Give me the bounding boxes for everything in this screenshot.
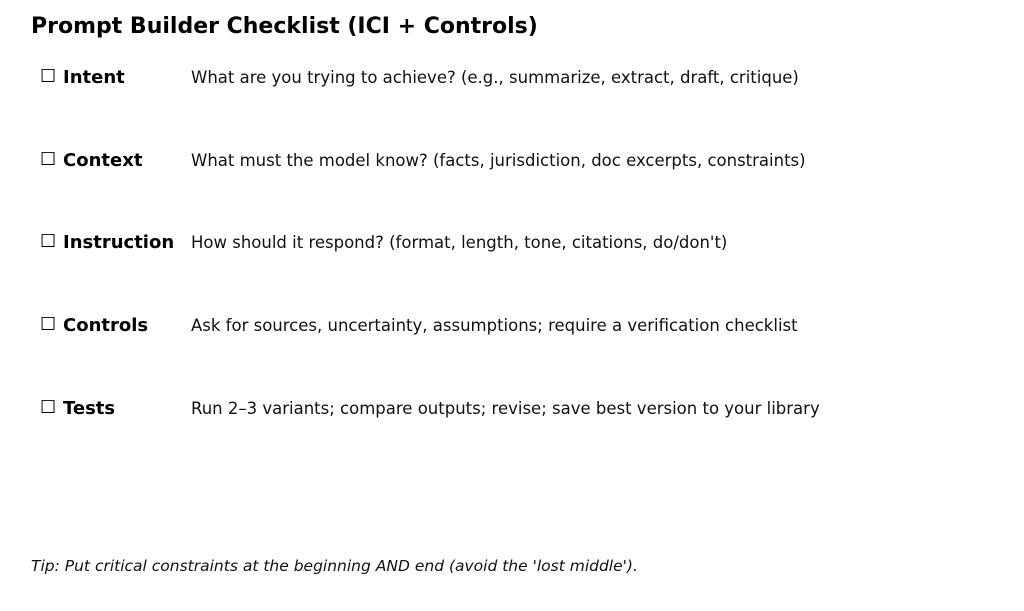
checklist-item-context bbox=[40, 148, 1000, 176]
item-label-controls: Controls bbox=[63, 315, 149, 336]
item-label-intent: Intent bbox=[63, 67, 125, 88]
checkbox-instruction[interactable]: ☐ bbox=[40, 231, 57, 252]
item-description-context: What must the model know? (facts, jurisdiction, doc excerpts, constraints) bbox=[191, 151, 806, 170]
checklist-item-instruction bbox=[40, 230, 1000, 258]
item-description-tests: Run 2–3 variants; compare outputs; revise; save best version to your library bbox=[191, 399, 820, 418]
item-label-tests: Tests bbox=[63, 398, 116, 419]
item-description-instruction: How should it respond? (format, length, tone, citations, do/don't) bbox=[191, 233, 728, 252]
checkbox-controls[interactable]: ☐ bbox=[40, 314, 57, 335]
item-description-intent: What are you trying to achieve? (e.g., summarize, extract, draft, critique) bbox=[191, 68, 799, 87]
checklist-item-controls bbox=[40, 313, 1000, 341]
checkbox-intent[interactable]: ☐ bbox=[40, 66, 57, 87]
checklist-item-tests bbox=[40, 396, 1000, 424]
checkbox-context[interactable]: ☐ bbox=[40, 149, 57, 170]
page-title: Prompt Builder Checklist (ICI + Controls) bbox=[31, 14, 538, 39]
tip-text: Tip: Put critical constraints at the beginning AND end (avoid the 'lost middle'). bbox=[31, 557, 638, 575]
checklist-item-intent bbox=[40, 65, 1000, 93]
item-label-context: Context bbox=[63, 150, 143, 171]
checkbox-tests[interactable]: ☐ bbox=[40, 397, 57, 418]
item-description-controls: Ask for sources, uncertainty, assumptions; require a verification checklist bbox=[191, 316, 798, 335]
item-label-instruction: Instruction bbox=[63, 232, 175, 253]
